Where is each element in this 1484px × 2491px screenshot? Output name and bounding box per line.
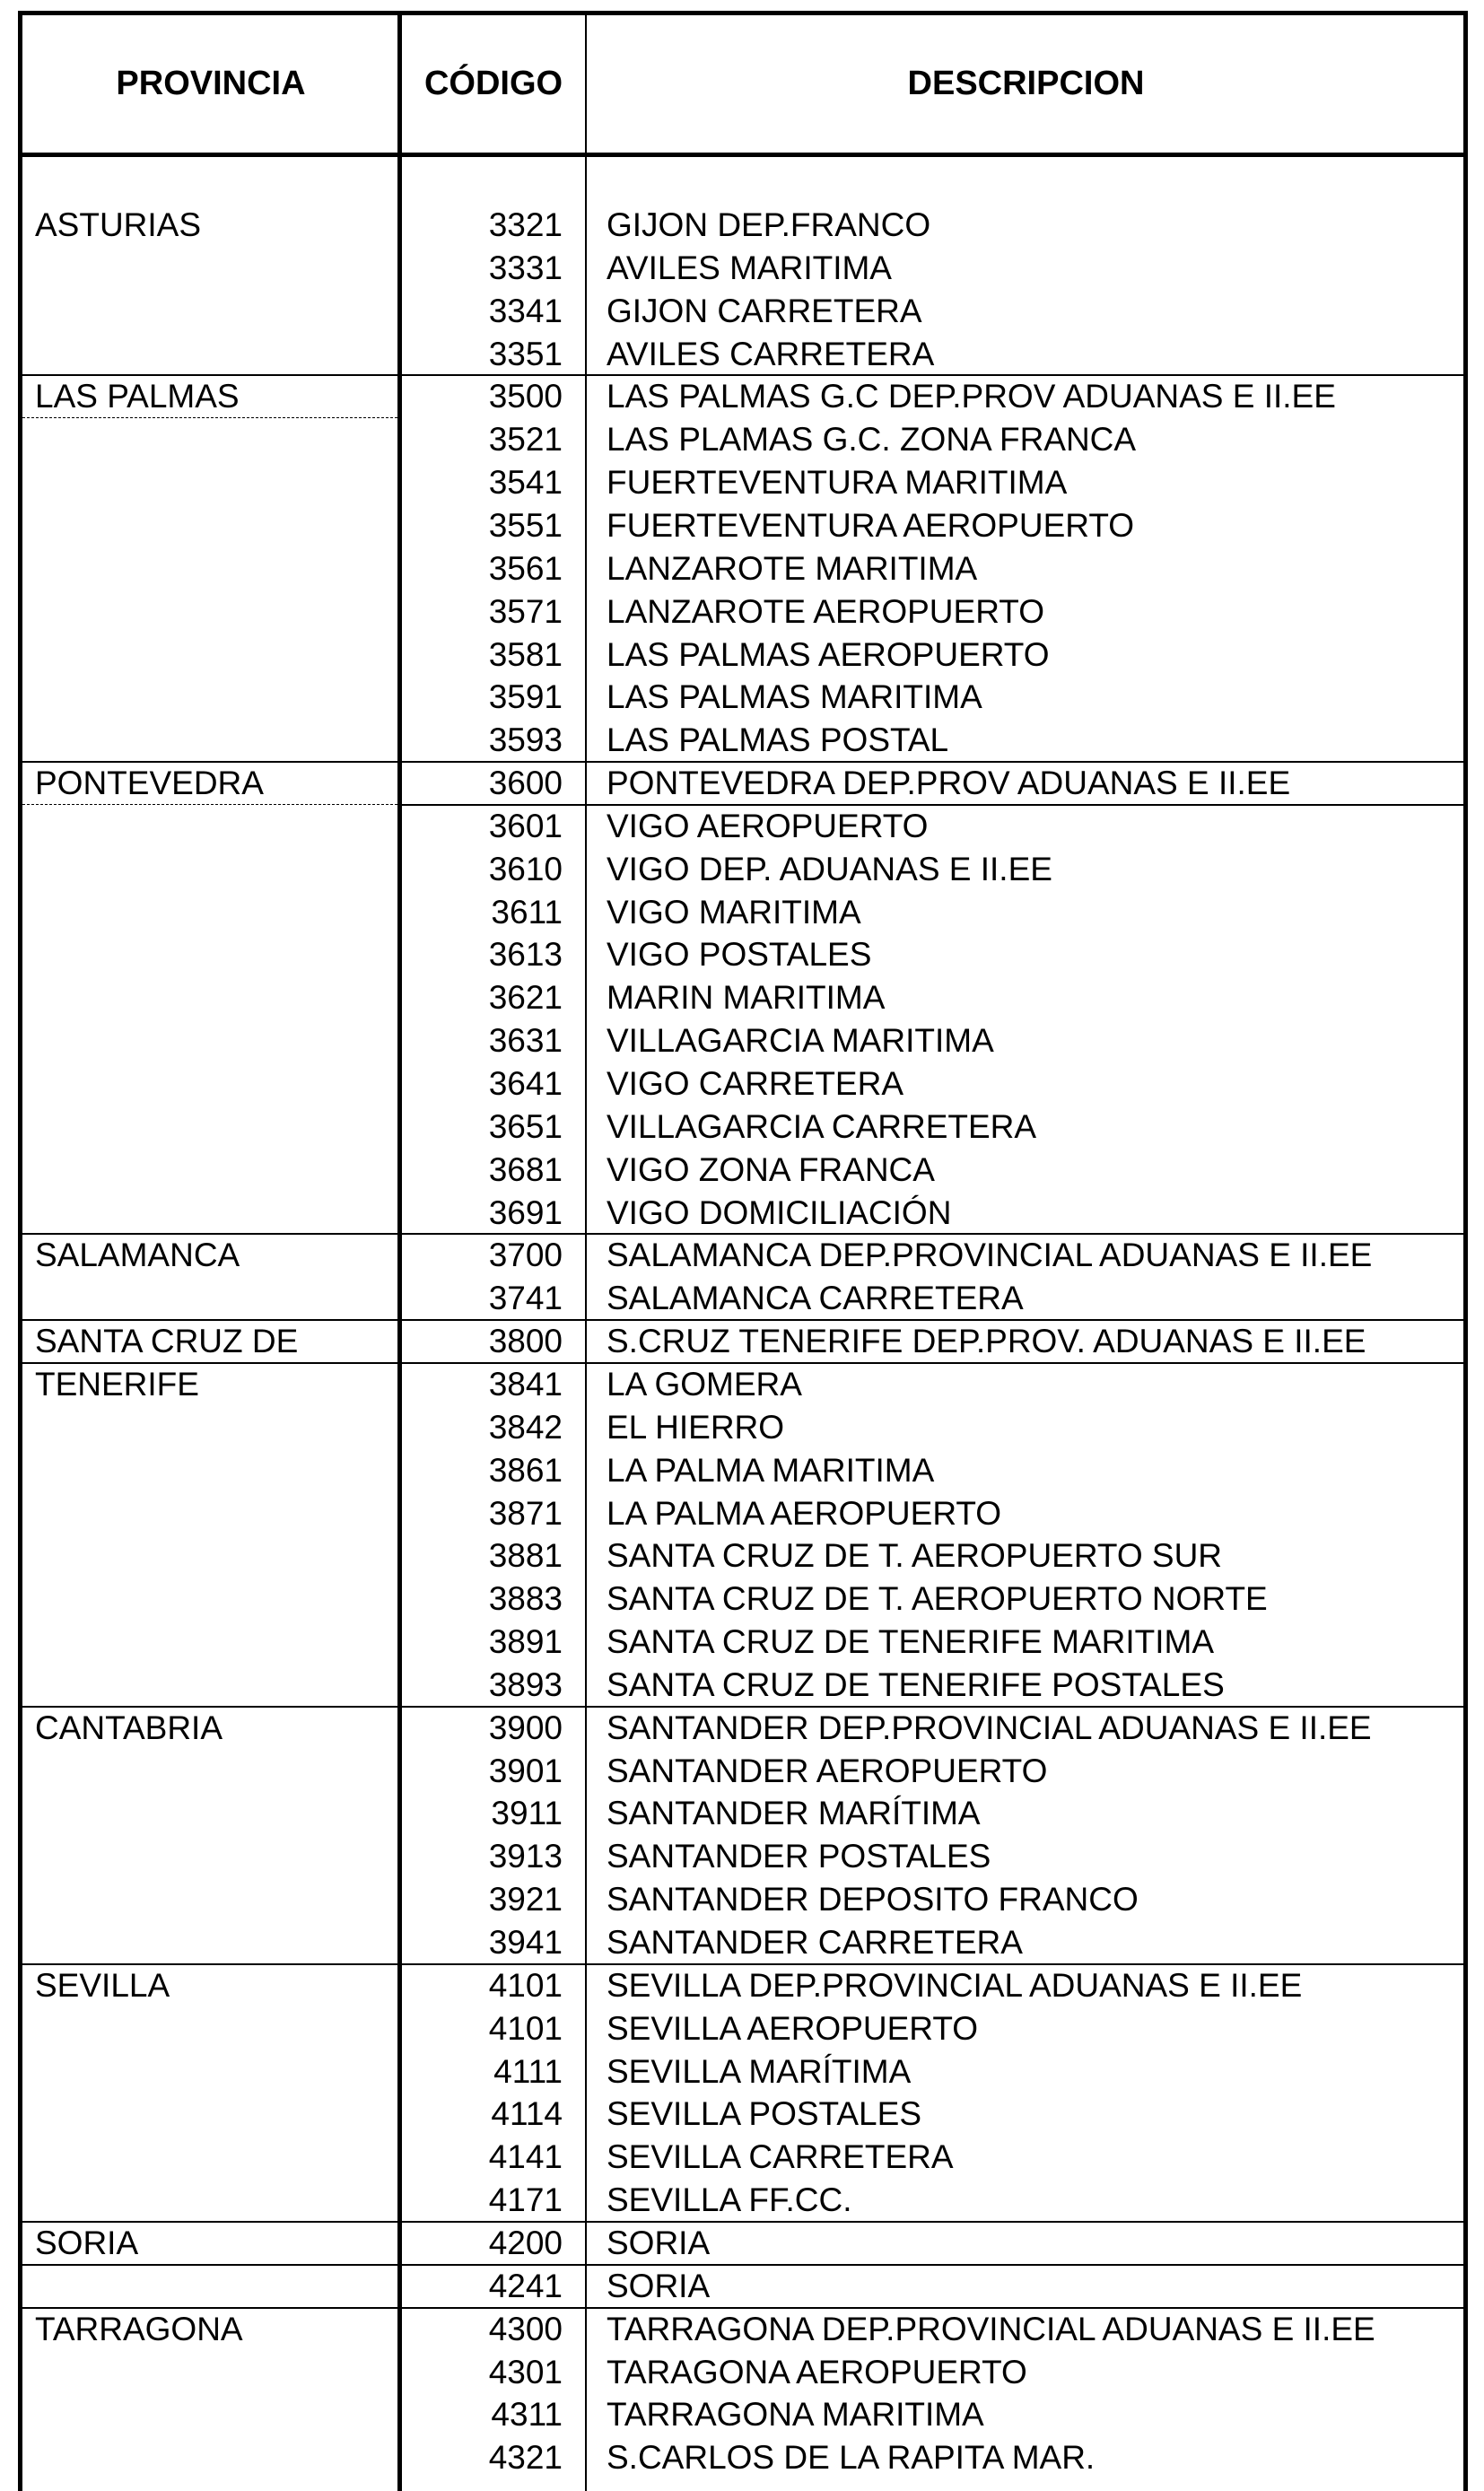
code-cell: 3883 <box>488 1580 563 1618</box>
code-cell: 3541 <box>488 464 563 502</box>
table-row <box>22 590 1463 634</box>
description-cell: VIGO MARITIMA <box>607 893 861 931</box>
code-cell: 4241 <box>488 2267 563 2304</box>
table-row <box>22 634 1463 677</box>
description-cell: VIGO CARRETERA <box>607 1065 903 1102</box>
description-cell: PONTEVEDRA DEP.PROV ADUANAS E II.EE <box>607 765 1291 802</box>
table-row <box>22 848 1463 891</box>
row-separator <box>22 1963 1463 1965</box>
table-row <box>22 2093 1463 2136</box>
code-cell: 3861 <box>488 1451 563 1489</box>
header-provincia: PROVINCIA <box>116 65 306 102</box>
description-cell: SANTANDER AEROPUERTO <box>607 1752 1048 1789</box>
table-row <box>22 204 1463 247</box>
description-cell: S.CARLOS DE LA RAPITA MAR. <box>607 2439 1096 2477</box>
table-row <box>22 1878 1463 1921</box>
description-cell: TARRAGONA DEP.PROVINCIAL ADUANAS E II.EE <box>607 2310 1375 2347</box>
description-cell: LA PALMA MARITIMA <box>607 1451 935 1489</box>
table-row <box>22 2351 1463 2394</box>
description-cell: LAS PALMAS AEROPUERTO <box>607 635 1050 673</box>
code-cell: 3551 <box>488 506 563 544</box>
description-cell: SANTA CRUZ DE TENERIFE MARITIMA <box>607 1623 1215 1661</box>
code-cell: 3631 <box>488 1022 563 1060</box>
row-separator <box>22 761 1463 763</box>
province-cell: SEVILLA <box>35 1966 170 2004</box>
row-separator <box>22 1319 1463 1321</box>
code-cell: 3651 <box>488 1107 563 1145</box>
code-cell: 4101 <box>488 1966 563 2004</box>
code-cell: 3561 <box>488 549 563 587</box>
table-row <box>22 762 1463 805</box>
table-row <box>22 1106 1463 1149</box>
code-cell: 3911 <box>491 1795 563 1832</box>
table-row <box>22 1921 1463 1964</box>
code-cell: 3913 <box>488 1838 563 1875</box>
code-cell: 4141 <box>488 2138 563 2176</box>
description-cell: LAS PALMAS G.C DEP.PROV ADUANAS E II.EE <box>607 378 1336 415</box>
table-row <box>22 805 1463 848</box>
table-row <box>22 2050 1463 2093</box>
description-cell: VIGO AEROPUERTO <box>607 807 929 844</box>
description-cell: VILLAGARCIA CARRETERA <box>607 1107 1037 1145</box>
province-dashed-separator <box>22 1362 397 1363</box>
code-cell: 3341 <box>488 292 563 329</box>
province-dashed-separator <box>22 417 397 418</box>
table-row <box>22 2222 1463 2265</box>
table-row <box>22 1707 1463 1750</box>
code-cell: 3900 <box>488 1709 563 1746</box>
code-cell: 3901 <box>488 1752 563 1789</box>
description-cell: LAS PALMAS POSTAL <box>607 721 949 759</box>
code-cell: 3600 <box>488 765 563 802</box>
table-row <box>22 2265 1463 2308</box>
description-cell: VIGO DEP. ADUANAS E II.EE <box>607 850 1052 887</box>
code-cell: 3601 <box>488 807 563 844</box>
province-cell: SALAMANCA <box>35 1237 240 1274</box>
province-cell: PONTEVEDRA <box>35 765 264 802</box>
row-separator <box>22 1233 1463 1235</box>
table-row <box>22 2007 1463 2050</box>
code-cell: 3800 <box>488 1323 563 1360</box>
description-cell: SEVILLA AEROPUERTO <box>607 2009 979 2047</box>
description-cell: VILLAGARCIA MARITIMA <box>607 1022 994 1060</box>
code-cell: 4311 <box>491 2396 563 2434</box>
table-row <box>22 2308 1463 2351</box>
table-row <box>22 933 1463 976</box>
province-dashed-separator <box>22 804 397 805</box>
table-row <box>22 547 1463 590</box>
code-cell: 4321 <box>488 2439 563 2477</box>
description-cell: VIGO DOMICILIACIÓN <box>607 1193 952 1231</box>
table-row <box>22 976 1463 1019</box>
row-separator <box>22 2221 1463 2223</box>
table-row <box>22 2393 1463 2436</box>
table-row <box>22 504 1463 547</box>
table-row <box>22 2436 1463 2479</box>
table-row <box>22 1621 1463 1664</box>
code-cell: 4101 <box>488 2009 563 2047</box>
description-cell: LA GOMERA <box>607 1365 802 1403</box>
row-separator <box>22 2264 1463 2266</box>
description-cell: FUERTEVENTURA MARITIMA <box>607 464 1068 502</box>
description-cell: SALAMANCA CARRETERA <box>607 1280 1024 1317</box>
table-row <box>22 2136 1463 2179</box>
table-row <box>22 1277 1463 1320</box>
code-cell: 3741 <box>488 1280 563 1317</box>
code-cell: 3591 <box>488 678 563 716</box>
table-row <box>22 1363 1463 1406</box>
description-cell: SEVILLA CARRETERA <box>607 2138 954 2176</box>
description-cell: GIJON CARRETERA <box>607 292 922 329</box>
description-cell: SANTANDER DEP.PROVINCIAL ADUANAS E II.EE <box>607 1709 1372 1746</box>
description-cell: SANTA CRUZ DE TENERIFE POSTALES <box>607 1665 1225 1703</box>
code-cell: 3641 <box>488 1065 563 1102</box>
table-row <box>22 247 1463 290</box>
code-cell: 3611 <box>491 893 563 931</box>
table-row <box>22 1750 1463 1793</box>
description-cell: S.CRUZ TENERIFE DEP.PROV. ADUANAS E II.EE <box>607 1323 1366 1360</box>
province-cell: ASTURIAS <box>35 206 202 243</box>
description-cell: SANTANDER CARRETERA <box>607 1924 1023 1961</box>
code-cell: 4301 <box>488 2353 563 2390</box>
table-row <box>22 1320 1463 1363</box>
description-cell: TARRAGONA MARITIMA <box>607 2396 984 2434</box>
table-row <box>22 891 1463 934</box>
description-cell: SORIA <box>607 2267 711 2304</box>
table-row <box>22 719 1463 762</box>
description-cell: VIGO ZONA FRANCA <box>607 1150 935 1188</box>
table-row <box>22 1664 1463 1707</box>
description-cell: GIJON DEP.FRANCO <box>607 206 931 243</box>
table-row <box>22 1792 1463 1835</box>
description-cell: AVILES MARITIMA <box>607 249 892 286</box>
table-row <box>22 1019 1463 1062</box>
province-cell: TARRAGONA <box>35 2310 243 2347</box>
description-cell: LA PALMA AEROPUERTO <box>607 1494 1002 1532</box>
description-cell: SANTANDER MARÍTIMA <box>607 1795 981 1832</box>
code-cell: 3941 <box>488 1924 563 1961</box>
province-cell: LAS PALMAS <box>35 378 240 415</box>
code-cell: 3691 <box>488 1193 563 1231</box>
code-cell: 3891 <box>488 1623 563 1661</box>
code-cell: 3700 <box>488 1237 563 1274</box>
row-separator <box>402 804 1463 806</box>
code-cell: 3881 <box>488 1537 563 1575</box>
code-cell: 4114 <box>491 2095 563 2133</box>
code-cell: 4111 <box>493 2052 563 2090</box>
code-cell: 3521 <box>488 421 563 459</box>
description-cell: LAS PALMAS MARITIMA <box>607 678 982 716</box>
code-cell: 3331 <box>488 249 563 286</box>
code-cell: 3581 <box>488 635 563 673</box>
table-row <box>22 1062 1463 1106</box>
description-cell: FUERTEVENTURA AEROPUERTO <box>607 506 1135 544</box>
code-cell: 3571 <box>488 592 563 630</box>
code-cell: 3610 <box>488 850 563 887</box>
province-cell: CANTABRIA <box>35 1709 223 1746</box>
code-cell: 3500 <box>488 378 563 415</box>
code-cell: 4171 <box>488 2181 563 2219</box>
description-cell: SEVILLA FF.CC. <box>607 2181 852 2219</box>
table-row <box>22 1406 1463 1449</box>
row-separator <box>22 374 1463 376</box>
table-row <box>22 2179 1463 2222</box>
code-cell: 3681 <box>488 1150 563 1188</box>
code-cell: 3842 <box>488 1408 563 1446</box>
province-cell: TENERIFE <box>35 1365 199 1403</box>
description-cell: LANZAROTE MARITIMA <box>607 549 978 587</box>
code-cell: 4200 <box>488 2224 563 2261</box>
description-cell: VIGO POSTALES <box>607 936 872 974</box>
row-separator <box>22 2307 1463 2309</box>
code-cell: 3613 <box>488 936 563 974</box>
description-cell: LANZAROTE AEROPUERTO <box>607 592 1044 630</box>
table-row <box>22 1149 1463 1192</box>
table-row <box>22 1449 1463 1492</box>
description-cell: SANTANDER POSTALES <box>607 1838 991 1875</box>
header-codigo: CÓDIGO <box>423 65 563 102</box>
description-cell: SEVILLA POSTALES <box>607 2095 921 2133</box>
table-header <box>22 15 1463 157</box>
table-row <box>22 1578 1463 1621</box>
customs-code-table <box>18 11 1468 2491</box>
description-cell: SANTA CRUZ DE T. AEROPUERTO SUR <box>607 1537 1223 1575</box>
description-cell: SANTA CRUZ DE T. AEROPUERTO NORTE <box>607 1580 1268 1618</box>
code-cell: 3321 <box>488 206 563 243</box>
table-row <box>22 375 1463 418</box>
table-row <box>22 333 1463 376</box>
code-cell: 4300 <box>488 2310 563 2347</box>
table-row <box>22 676 1463 719</box>
description-cell: TARAGONA AEROPUERTO <box>607 2353 1027 2390</box>
description-cell: LAS PLAMAS G.C. ZONA FRANCA <box>607 421 1137 459</box>
table-row <box>22 1835 1463 1878</box>
code-cell: 3921 <box>488 1881 563 1919</box>
description-cell: SEVILLA DEP.PROVINCIAL ADUANAS E II.EE <box>607 1966 1303 2004</box>
province-cell: SORIA <box>35 2224 139 2261</box>
province-cell: SANTA CRUZ DE <box>35 1323 299 1360</box>
code-cell: 3871 <box>488 1494 563 1532</box>
code-cell: 3841 <box>488 1365 563 1403</box>
table-row <box>22 1964 1463 2007</box>
code-cell: 3893 <box>488 1665 563 1703</box>
header-descripcion: DESCRIPCION <box>907 65 1145 102</box>
description-cell: SEVILLA MARÍTIMA <box>607 2052 912 2090</box>
table-row <box>22 1534 1463 1578</box>
table-row <box>22 290 1463 333</box>
code-cell: 3351 <box>488 335 563 372</box>
table-row <box>22 1492 1463 1535</box>
description-cell: EL HIERRO <box>607 1408 785 1446</box>
description-cell: SANTANDER DEPOSITO FRANCO <box>607 1881 1139 1919</box>
description-cell: MARIN MARITIMA <box>607 979 886 1017</box>
row-separator <box>22 1706 1463 1708</box>
description-cell: AVILES CARRETERA <box>607 335 935 372</box>
code-cell: 3621 <box>488 979 563 1017</box>
table-row <box>22 1192 1463 1235</box>
table-row <box>22 461 1463 504</box>
description-cell: SALAMANCA DEP.PROVINCIAL ADUANAS E II.EE <box>607 1237 1373 1274</box>
table-row <box>22 418 1463 461</box>
code-cell: 3593 <box>488 721 563 759</box>
table-row <box>22 1234 1463 1277</box>
description-cell: SORIA <box>607 2224 711 2261</box>
